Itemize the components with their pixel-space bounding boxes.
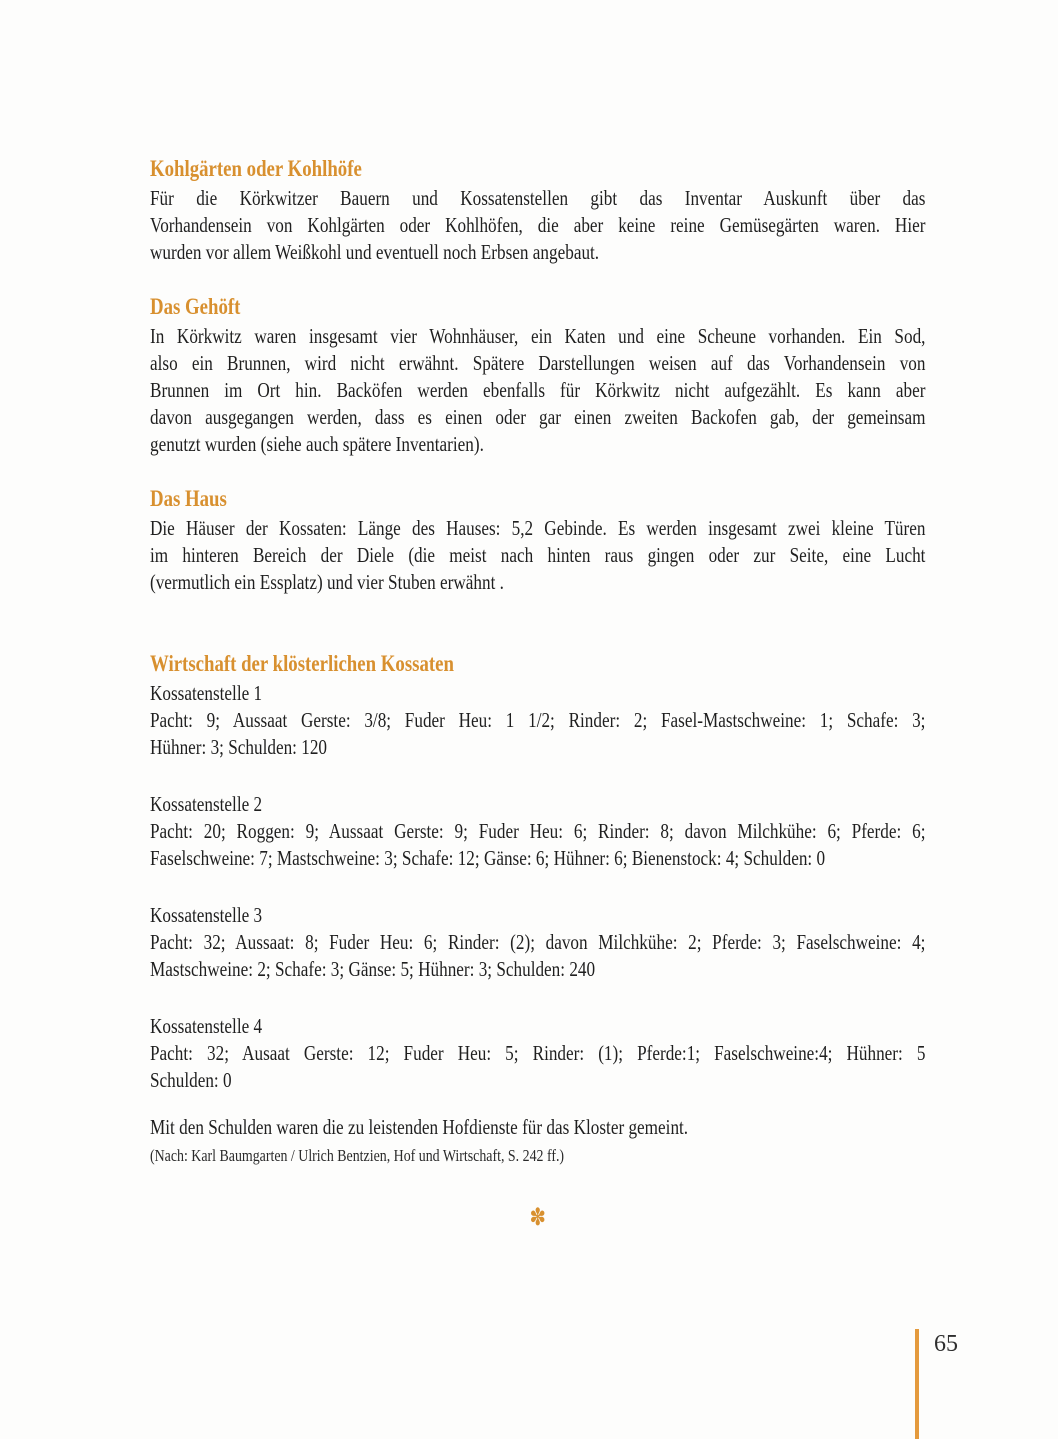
kossatenstelle-entry [150,680,925,761]
section-kohlgaerten [150,156,925,266]
entry-name: Kossatenstelle 4 [150,1014,263,1038]
text-line: Pacht: 32; Ausaat Gerste: 12; Fuder Heu: 5; Rinder: (1); Pferde:1; Faselschweine:4; Hühner: 5 [150,1041,926,1065]
text-line: Die Häuser der Kossaten: Länge des Hauses: 5,2 Gebinde. Es werden insgesamt zwei kleine Türen [150,516,926,540]
text-column [150,156,925,1231]
section-heading-haus: Das Haus [150,486,227,511]
kossatenstelle-entry [150,791,925,872]
text-line: Pacht: 20; Roggen: 9; Aussaat Gerste: 9; Fuder Heu: 6; Rinder: 8; davon Milchkühe: 6; Pferde: 6; [150,819,926,843]
section-heading-kohlgaerten: Kohlgärten oder Kohlhöfe [150,156,362,181]
text-line: Vorhandensein von Kohlgärten oder Kohlhöfen, die aber keine reine Gemüsegärten waren. Hier [150,213,926,237]
text-line: wurden vor allem Weißkohl und eventuell noch Erbsen angebaut. [150,240,600,264]
kossatenstelle-entry [150,902,925,983]
text-line: Für die Körkwitzer Bauern und Kossatenstellen gibt das Inventar Auskunft über das [150,186,926,210]
section-haus [150,486,925,596]
section-wirtschaft [150,651,925,1094]
text-line: (vermutlich ein Essplatz) und vier Stuben erwähnt . [150,570,504,594]
kossatenstelle-entry [150,1013,925,1094]
closing-sentence: Mit den Schulden waren die zu leistenden Hofdienste für das Kloster gemeint. [150,1115,689,1139]
sections-container [150,156,925,1094]
text-line: also ein Brunnen, wird nicht erwähnt. Spätere Darstellungen weisen auf das Vorhandensein von [150,351,926,375]
ornament-asterisk-icon: ✽ [529,1203,546,1231]
entry-name: Kossatenstelle 1 [150,681,263,705]
section-gehoeft [150,294,925,458]
text-line: Hühner: 3; Schulden: 120 [150,735,328,759]
text-line: Mastschweine: 2; Schafe: 3; Gänse: 5; Hühner: 3; Schulden: 240 [150,957,596,981]
text-line: Schulden: 0 [150,1068,232,1092]
text-line: Brunnen im Ort hin. Backöfen werden ebenfalls für Körkwitz nicht aufgezählt. Es kann aber [150,378,926,402]
text-line: Faselschweine: 7; Mastschweine: 3; Schafe: 12; Gänse: 6; Hühner: 6; Bienenstock: 4; Schulden: 0 [150,846,826,870]
text-line: Pacht: 9; Aussaat Gerste: 3/8; Fuder Heu: 1 1/2; Rinder: 2; Fasel-Mastschweine: 1; Schafe: 3; [150,708,926,732]
section-heading-gehoeft: Das Gehöft [150,294,241,319]
text-line: In Körkwitz waren insgesamt vier Wohnhäuser, ein Katen und eine Scheune vorhanden. Ein Sod, [150,324,926,348]
entry-name: Kossatenstelle 2 [150,792,263,816]
text-line: im hinteren Bereich der Diele (die meist nach hinten raus gingen oder zur Seite, eine Lucht [150,543,926,567]
section-heading-wirtschaft: Wirtschaft der klösterlichen Kossaten [150,651,454,676]
source-note: (Nach: Karl Baumgarten / Ulrich Bentzien, Hof und Wirtschaft, S. 242 ff.) [150,1146,565,1165]
page-margin-rule [915,1329,919,1439]
text-line: Pacht: 32; Aussaat: 8; Fuder Heu: 6; Rinder: (2); davon Milchkühe: 2; Pferde: 3; Faselschweine: 4; [150,930,926,954]
entry-name: Kossatenstelle 3 [150,903,263,927]
page-number: 65 [934,1331,958,1357]
text-line: genutzt wurden (siehe auch spätere Inventarien). [150,432,484,456]
text-line: davon ausgegangen werden, dass es einen oder gar einen zweiten Backofen gab, der gemeinsam [150,405,926,429]
